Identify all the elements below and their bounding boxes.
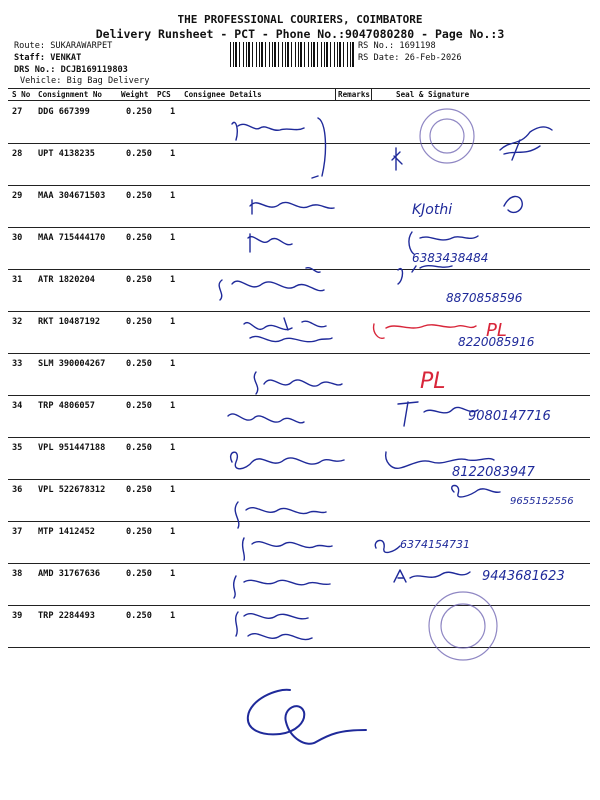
receiver-phone-handwritten: 8870858596 bbox=[446, 291, 523, 305]
table-row bbox=[8, 143, 590, 185]
row-sno: 29 bbox=[12, 191, 23, 201]
row-divider bbox=[8, 395, 590, 396]
receiver-phone-handwritten: 9443681623 bbox=[482, 569, 565, 584]
row-weight: 0.250 bbox=[126, 233, 152, 243]
row-pcs: 1 bbox=[170, 611, 176, 621]
row-consignment: AMD 31767636 bbox=[38, 569, 101, 579]
table-row bbox=[8, 269, 590, 311]
row-divider bbox=[8, 185, 590, 186]
vehicle-label: Vehicle: bbox=[20, 76, 62, 86]
route-line bbox=[14, 41, 112, 51]
row-consignment: SLM 390004267 bbox=[38, 359, 106, 369]
row-pcs: 1 bbox=[170, 401, 176, 411]
row-divider bbox=[8, 521, 590, 522]
remarks-divider bbox=[335, 88, 336, 100]
row-pcs: 1 bbox=[170, 443, 176, 453]
table-row bbox=[8, 311, 590, 353]
row-weight: 0.250 bbox=[126, 569, 152, 579]
row-weight: 0.250 bbox=[126, 443, 152, 453]
row-divider bbox=[8, 353, 590, 354]
table-row bbox=[8, 437, 590, 479]
row-divider bbox=[8, 269, 590, 270]
row-weight: 0.250 bbox=[126, 275, 152, 285]
staff-line bbox=[14, 53, 81, 63]
row-divider bbox=[8, 143, 590, 144]
company-title: THE PROFESSIONAL COURIERS, COIMBATORE bbox=[177, 13, 423, 26]
col-header-weight: Weight bbox=[121, 90, 149, 99]
row-divider bbox=[8, 311, 590, 312]
col-header-consignment: Consignment No bbox=[38, 90, 103, 99]
receiver-phone-handwritten: 8122083947 bbox=[452, 465, 535, 480]
vehicle-line bbox=[20, 76, 149, 86]
rs-number-value: 1691198 bbox=[399, 41, 436, 51]
row-sno: 37 bbox=[12, 527, 23, 537]
remark-handwritten: PL bbox=[486, 320, 507, 341]
row-divider bbox=[8, 479, 590, 480]
staff-signature bbox=[248, 690, 366, 744]
drs-label: DRS No.: bbox=[14, 65, 56, 75]
receiver-phone-handwritten: 9080147716 bbox=[468, 409, 551, 424]
col-header-remarks: Remarks bbox=[338, 90, 371, 99]
row-weight: 0.250 bbox=[126, 191, 152, 201]
row-consignment: RKT 10487192 bbox=[38, 317, 101, 327]
row-sno: 33 bbox=[12, 359, 23, 369]
row-weight: 0.250 bbox=[126, 485, 152, 495]
row-consignment: TRP 4806057 bbox=[38, 401, 95, 411]
row-sno: 27 bbox=[12, 107, 23, 117]
row-divider bbox=[8, 437, 590, 438]
table-row bbox=[8, 605, 590, 647]
rs-date-label: RS Date: bbox=[358, 53, 400, 63]
row-pcs: 1 bbox=[170, 359, 176, 369]
col-header-seal: Seal & Signature bbox=[396, 90, 470, 99]
row-sno: 39 bbox=[12, 611, 23, 621]
row-sno: 32 bbox=[12, 317, 23, 327]
vehicle-value: Big Bag Delivery bbox=[66, 76, 150, 86]
row-weight: 0.250 bbox=[126, 317, 152, 327]
table-row bbox=[8, 353, 590, 395]
col-header-pcs: PCS bbox=[157, 90, 171, 99]
runsheet-subtitle: Delivery Runsheet - PCT - Phone No.:9047080280 - Page No.:3 bbox=[95, 27, 505, 41]
receiver-name-handwritten: KJothi bbox=[412, 202, 453, 218]
table-bottom-border bbox=[8, 647, 590, 648]
row-sno: 28 bbox=[12, 149, 23, 159]
row-pcs: 1 bbox=[170, 275, 176, 285]
row-pcs: 1 bbox=[170, 569, 176, 579]
table-row bbox=[8, 479, 590, 521]
staff-label: Staff: bbox=[14, 53, 46, 63]
row-sno: 34 bbox=[12, 401, 23, 411]
receiver-phone-handwritten: 6383438484 bbox=[412, 251, 489, 265]
col-header-consignee: Consignee Details bbox=[184, 90, 262, 99]
row-sno: 31 bbox=[12, 275, 23, 285]
rs-date-line bbox=[358, 53, 462, 63]
table-row bbox=[8, 563, 590, 605]
row-consignment: MAA 304671503 bbox=[38, 191, 106, 201]
row-pcs: 1 bbox=[170, 527, 176, 537]
row-sno: 35 bbox=[12, 443, 23, 453]
row-divider bbox=[8, 605, 590, 606]
rs-number-line bbox=[358, 41, 436, 51]
table-row bbox=[8, 101, 590, 143]
row-pcs: 1 bbox=[170, 233, 176, 243]
table-row bbox=[8, 185, 590, 227]
row-consignment: ATR 1820204 bbox=[38, 275, 95, 285]
row-consignment: TRP 2284493 bbox=[38, 611, 95, 621]
row-consignment: MAA 715444170 bbox=[38, 233, 106, 243]
row-divider bbox=[8, 227, 590, 228]
row-divider bbox=[8, 563, 590, 564]
seal-divider bbox=[371, 88, 372, 100]
row-consignment: VPL 951447188 bbox=[38, 443, 106, 453]
row-weight: 0.250 bbox=[126, 611, 152, 621]
row-weight: 0.250 bbox=[126, 149, 152, 159]
row-weight: 0.250 bbox=[126, 527, 152, 537]
row-consignment: DDG 667399 bbox=[38, 107, 90, 117]
receiver-phone-handwritten: 9655152556 bbox=[510, 496, 574, 507]
staff-value: VENKAT bbox=[50, 53, 82, 63]
row-sno: 38 bbox=[12, 569, 23, 579]
table-row bbox=[8, 227, 590, 269]
row-consignment: MTP 1412452 bbox=[38, 527, 95, 537]
row-weight: 0.250 bbox=[126, 107, 152, 117]
receiver-phone-handwritten: 6374154731 bbox=[400, 538, 470, 551]
barcode bbox=[229, 42, 355, 67]
col-header-sno: S No bbox=[12, 90, 31, 99]
drs-line bbox=[14, 65, 128, 75]
table-top-border bbox=[8, 88, 590, 89]
receiver-phone-handwritten: 8220085916 bbox=[458, 335, 535, 349]
row-consignment: VPL 522678312 bbox=[38, 485, 106, 495]
row-pcs: 1 bbox=[170, 317, 176, 327]
row-pcs: 1 bbox=[170, 107, 176, 117]
row-weight: 0.250 bbox=[126, 401, 152, 411]
rs-number-label: RS No.: bbox=[358, 41, 395, 51]
route-value: SUKARAWARPET bbox=[50, 41, 113, 51]
table-row bbox=[8, 521, 590, 563]
rs-date-value: 26-Feb-2026 bbox=[404, 53, 462, 63]
row-pcs: 1 bbox=[170, 149, 176, 159]
row-consignment: UPT 4138235 bbox=[38, 149, 95, 159]
remark-handwritten: PL bbox=[420, 369, 446, 394]
drs-value: DCJB169119803 bbox=[60, 65, 128, 75]
route-label: Route: bbox=[14, 41, 46, 51]
row-sno: 30 bbox=[12, 233, 23, 243]
table-row bbox=[8, 395, 590, 437]
row-sno: 36 bbox=[12, 485, 23, 495]
row-pcs: 1 bbox=[170, 485, 176, 495]
row-pcs: 1 bbox=[170, 191, 176, 201]
row-weight: 0.250 bbox=[126, 359, 152, 369]
